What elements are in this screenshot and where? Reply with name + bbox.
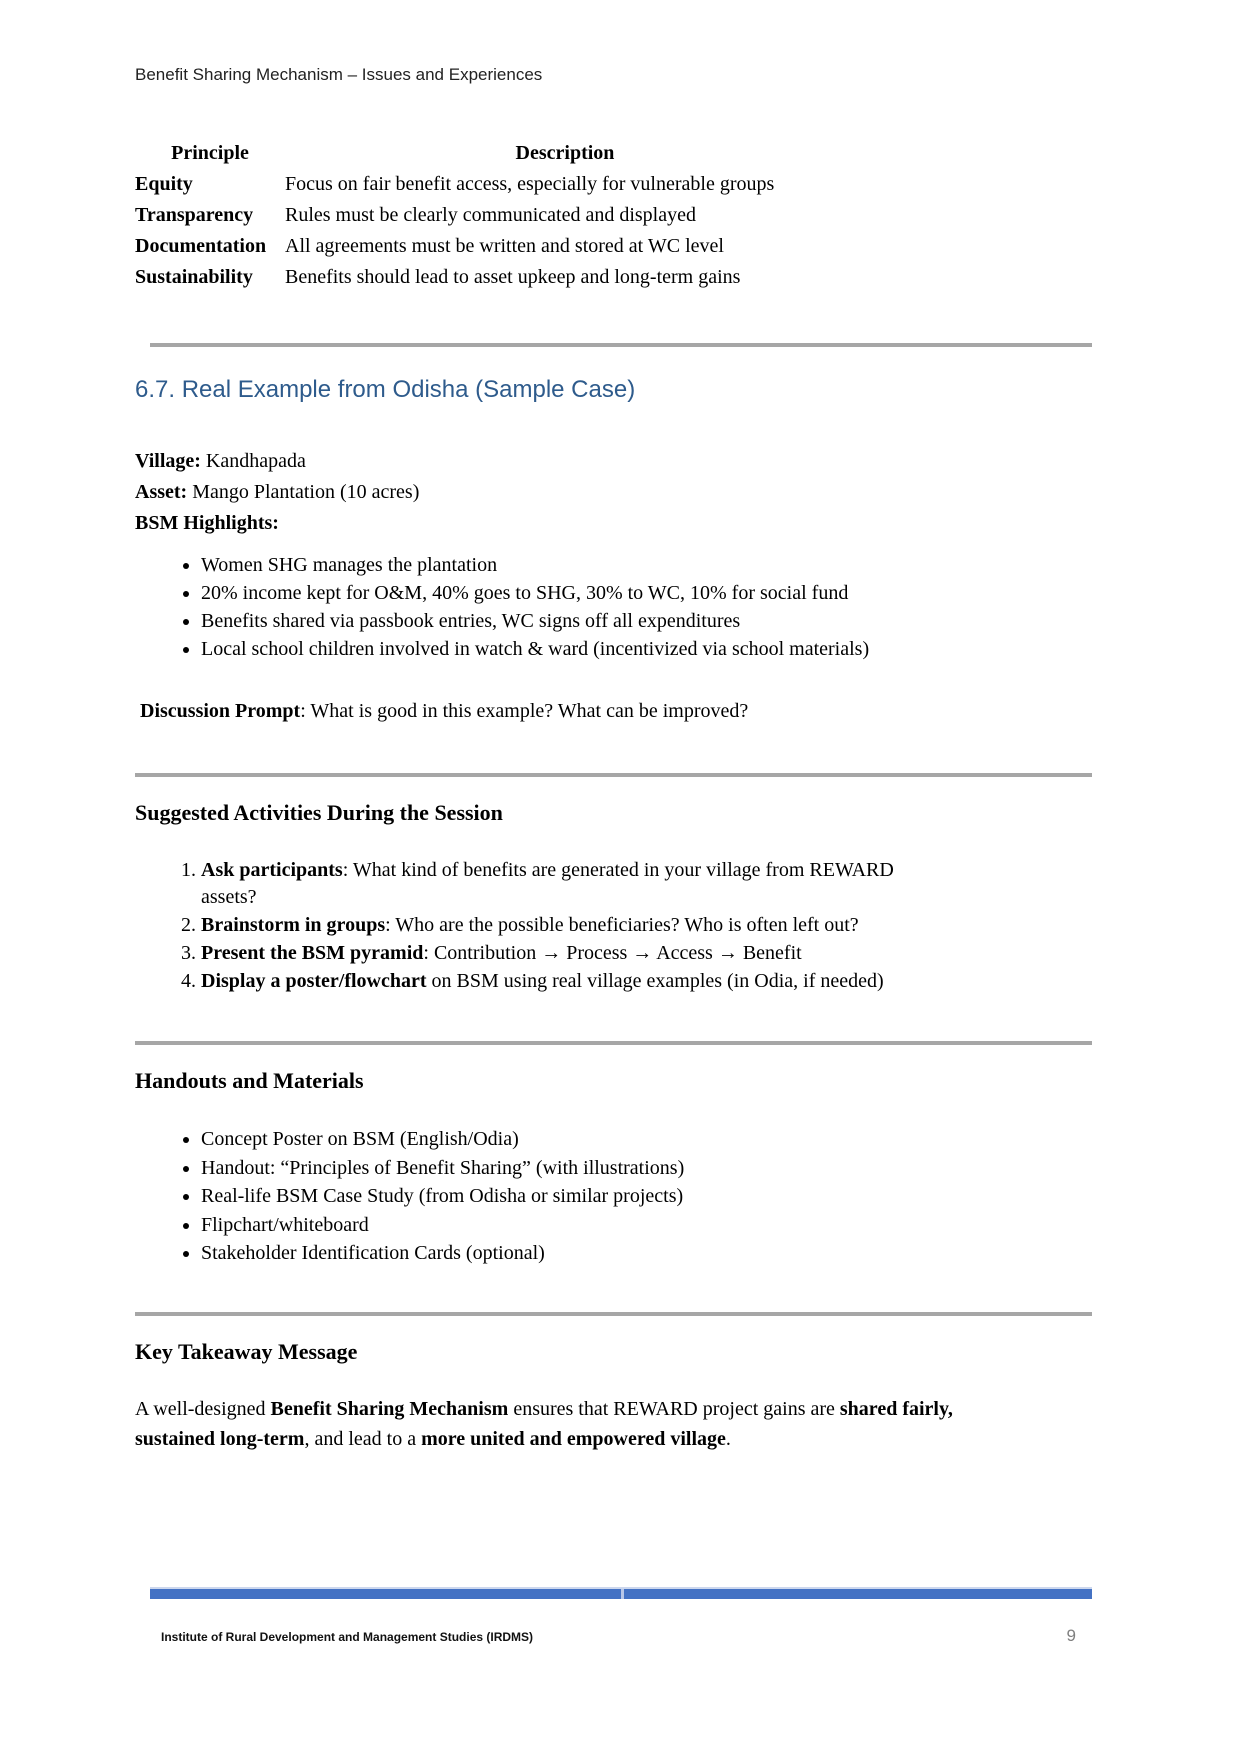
section-heading-takeaway: Key Takeaway Message <box>135 1338 358 1364</box>
plain-text: . <box>725 1427 731 1450</box>
bsm-highlights-list <box>135 551 935 663</box>
takeaway-paragraph <box>135 1394 965 1454</box>
section-divider <box>135 1312 1092 1316</box>
plain-text: : Contribution → Process → Access → Benefit <box>423 942 802 964</box>
page-content <box>135 0 1092 1474</box>
bsm-highlight-item: • 20% income kept for O&M, 40% goes to SHG, 30% to WC, 10% for social fund <box>201 579 935 607</box>
description-cell: All agreements must be written and stored at WC level <box>285 235 724 257</box>
case-fact-lines <box>135 446 1092 539</box>
plain-text: A well-designed <box>135 1397 271 1420</box>
bold-text: Present the BSM pyramid <box>201 942 424 964</box>
bsm-highlight-item: • Local school children involved in watch & ward (incentivized via school materials) <box>201 635 935 663</box>
bold-text: more united and empowered village <box>421 1427 726 1450</box>
bold-text: Village: <box>135 450 201 472</box>
section-divider <box>135 773 1092 777</box>
bold-text: Discussion Prompt <box>140 700 301 722</box>
principle-cell: Equity <box>135 173 193 195</box>
table-header-row <box>135 138 845 169</box>
plain-text: : Who are the possible beneficiaries? Who is often left out? <box>385 914 859 936</box>
table-header-cell: Principle <box>171 142 249 164</box>
description-cell: Rules must be clearly communicated and displayed <box>285 204 696 226</box>
fact-line <box>135 446 1092 477</box>
handout-item: • Concept Poster on BSM (English/Odia) <box>201 1125 935 1154</box>
section-divider <box>150 343 1092 347</box>
page-footer <box>150 1587 1092 1646</box>
table-row <box>135 200 845 231</box>
bold-text: shared fairly, sustained long-term <box>135 1397 953 1450</box>
footer-bar-segment <box>150 1589 621 1599</box>
description-cell: Focus on fair benefit access, especially for vulnerable groups <box>285 173 775 195</box>
section-heading-real-example: 6.7. Real Example from Odisha (Sample Case) <box>135 376 636 403</box>
fact-line <box>135 477 1092 508</box>
activity-item <box>201 940 925 967</box>
plain-text: : What kind of benefits are generated in your village from REWARD assets? <box>201 859 894 908</box>
principle-cell: Sustainability <box>135 266 253 288</box>
section-divider <box>135 1041 1092 1045</box>
section-heading-activities: Suggested Activities During the Session <box>135 800 503 825</box>
section-heading-handouts: Handouts and Materials <box>135 1068 364 1093</box>
handout-item: • Stakeholder Identification Cards (optional) <box>201 1239 935 1268</box>
principles-table <box>135 138 845 293</box>
footer-text-row <box>150 1626 1092 1646</box>
bold-text: Display a poster/flowchart <box>201 970 427 992</box>
description-cell: Benefits should lead to asset upkeep and long-term gains <box>285 266 741 288</box>
handout-item: • Handout: “Principles of Benefit Sharing” (with illustrations) <box>201 1154 935 1183</box>
activity-item <box>201 857 925 911</box>
document-title-header: Benefit Sharing Mechanism – Issues and Experiences <box>135 65 543 84</box>
activity-item <box>201 968 925 995</box>
bsm-highlight-item: • Benefits shared via passbook entries, WC signs off all expenditures <box>201 607 935 635</box>
plain-text: Kandhapada <box>200 450 306 472</box>
plain-text: , and lead to a <box>304 1427 422 1450</box>
footer-accent-bar <box>150 1587 1092 1599</box>
bold-text: Benefit Sharing Mechanism <box>270 1397 509 1420</box>
table-row <box>135 231 845 262</box>
bsm-highlight-item: • Women SHG manages the plantation <box>201 551 935 579</box>
handout-item: • Flipchart/whiteboard <box>201 1211 935 1240</box>
plain-text: Mango Plantation (10 acres) <box>187 481 420 503</box>
handouts-list <box>135 1125 935 1268</box>
footer-organization: Institute of Rural Development and Management Studies (IRDMS) <box>161 1630 534 1644</box>
plain-text: ensures that REWARD project gains are <box>508 1397 840 1420</box>
bold-text: BSM Highlights: <box>135 512 279 534</box>
handout-item: • Real-life BSM Case Study (from Odisha or similar projects) <box>201 1182 935 1211</box>
activities-list <box>135 857 925 995</box>
activity-item <box>201 912 925 939</box>
table-header-cell: Description <box>515 142 615 164</box>
bold-text: Brainstorm in groups <box>201 914 386 936</box>
discussion-prompt <box>140 697 1092 725</box>
principle-cell: Transparency <box>135 204 254 226</box>
footer-bar-segment <box>624 1589 1092 1599</box>
plain-text: : What is good in this example? What can be improved? <box>300 700 749 722</box>
plain-text: on BSM using real village examples (in Odia, if needed) <box>426 970 884 992</box>
bold-text: Ask participants <box>201 859 343 881</box>
table-row <box>135 169 845 200</box>
principle-cell: Documentation <box>135 235 267 257</box>
bold-text: Asset: <box>135 481 188 503</box>
table-row <box>135 262 845 293</box>
page-number: 9 <box>1066 1626 1076 1645</box>
fact-line <box>135 508 1092 539</box>
